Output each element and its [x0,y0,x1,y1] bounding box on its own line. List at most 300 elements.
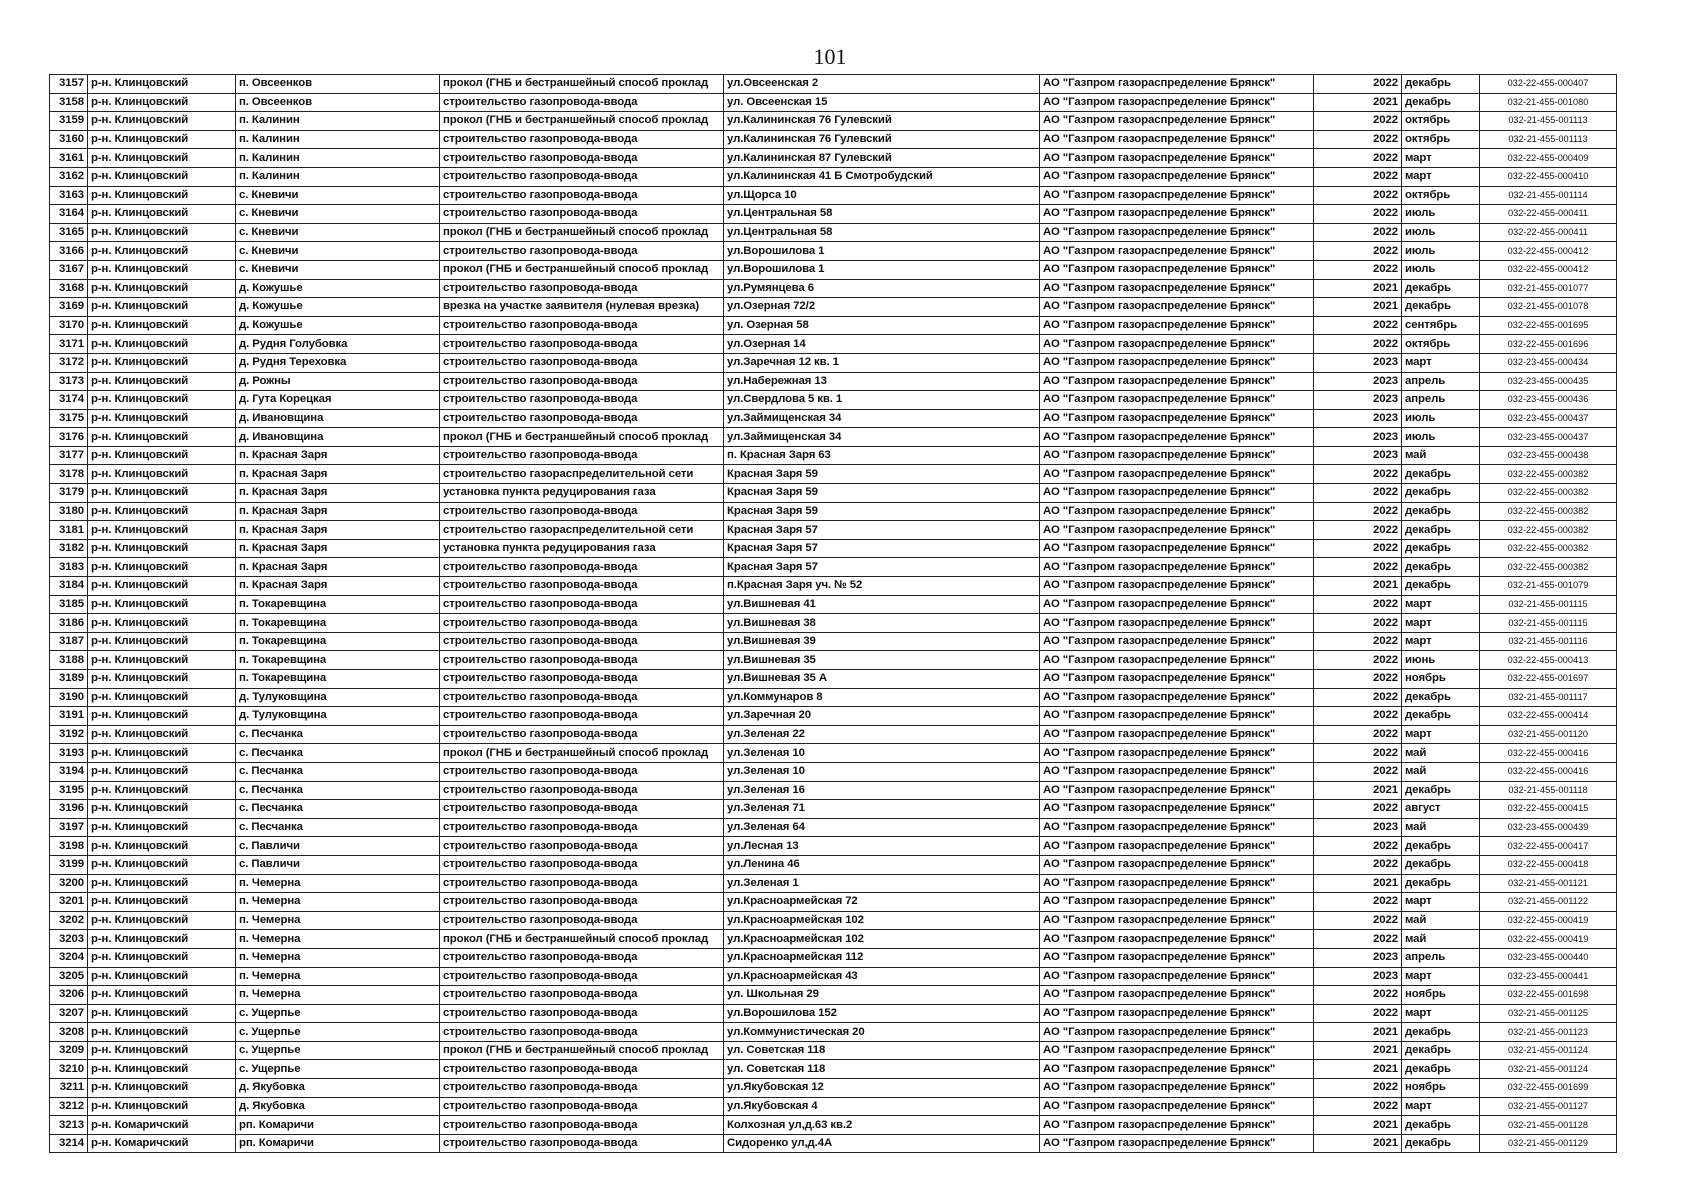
district-cell: р-н. Клинцовский [88,577,236,596]
row-number: 3199 [50,855,88,874]
year-cell: 2022 [1314,242,1402,261]
work-type-cell: строительство газопровода-ввода [440,670,724,689]
registry-code-cell: 032-21-455-001127 [1480,1097,1617,1116]
address-cell: ул.Зеленая 22 [724,725,1040,744]
address-cell: ул.Набережная 13 [724,372,1040,391]
work-type-cell: строительство газопровода-ввода [440,893,724,912]
address-cell: ул.Калининская 76 Гулевский [724,130,1040,149]
registry-code-cell: 032-23-455-000436 [1480,391,1617,410]
work-type-cell: строительство газопровода-ввода [440,688,724,707]
row-number: 3212 [50,1097,88,1116]
month-cell: апрель [1402,372,1480,391]
registry-code-cell: 032-21-455-001122 [1480,893,1617,912]
organization-cell: АО "Газпром газораспределение Брянск" [1040,1041,1314,1060]
work-type-cell: строительство газопровода-ввода [440,186,724,205]
district-cell: р-н. Клинцовский [88,260,236,279]
month-cell: декабрь [1402,855,1480,874]
table-row [50,167,1617,186]
organization-cell: АО "Газпром газораспределение Брянск" [1040,1116,1314,1135]
month-cell: май [1402,930,1480,949]
address-cell: ул.Центральная 58 [724,205,1040,224]
district-cell: р-н. Клинцовский [88,130,236,149]
organization-cell: АО "Газпром газораспределение Брянск" [1040,874,1314,893]
locality-cell: д. Ивановщина [236,409,440,428]
table-row [50,298,1617,317]
year-cell: 2022 [1314,186,1402,205]
address-cell: ул.Займищенская 34 [724,428,1040,447]
year-cell: 2021 [1314,1116,1402,1135]
month-cell: декабрь [1402,874,1480,893]
registry-code-cell: 032-22-455-000417 [1480,837,1617,856]
work-type-cell: прокол (ГНБ и бестраншейный способ проклад [440,744,724,763]
address-cell: ул.Румянцева 6 [724,279,1040,298]
row-number: 3181 [50,521,88,540]
year-cell: 2023 [1314,818,1402,837]
work-type-cell: строительство газопровода-ввода [440,986,724,1005]
month-cell: декабрь [1402,539,1480,558]
row-number: 3190 [50,688,88,707]
year-cell: 2022 [1314,986,1402,1005]
locality-cell: п. Чемерна [236,874,440,893]
year-cell: 2022 [1314,130,1402,149]
locality-cell: д. Тулуковщина [236,688,440,707]
year-cell: 2022 [1314,260,1402,279]
row-number: 3184 [50,577,88,596]
organization-cell: АО "Газпром газораспределение Брянск" [1040,632,1314,651]
work-type-cell: строительство газопровода-ввода [440,762,724,781]
registry-code-cell: 032-22-455-000419 [1480,911,1617,930]
row-number: 3197 [50,818,88,837]
district-cell: р-н. Клинцовский [88,279,236,298]
year-cell: 2022 [1314,223,1402,242]
district-cell: р-н. Клинцовский [88,874,236,893]
locality-cell: п. Токаревщина [236,670,440,689]
row-number: 3205 [50,967,88,986]
registry-code-cell: 032-21-455-001118 [1480,781,1617,800]
month-cell: март [1402,614,1480,633]
table-row [50,948,1617,967]
registry-code-cell: 032-22-455-001699 [1480,1079,1617,1098]
district-cell: р-н. Клинцовский [88,595,236,614]
locality-cell: п. Токаревщина [236,595,440,614]
organization-cell: АО "Газпром газораспределение Брянск" [1040,837,1314,856]
table-row [50,316,1617,335]
year-cell: 2022 [1314,800,1402,819]
month-cell: июль [1402,428,1480,447]
work-type-cell: прокол (ГНБ и бестраншейный способ проклад [440,75,724,94]
address-cell: ул. Школьная 29 [724,986,1040,1005]
address-cell: ул.Зеленая 10 [724,744,1040,763]
work-type-cell: установка пункта редуцирования газа [440,539,724,558]
locality-cell: д. Гута Корецкая [236,391,440,410]
address-cell: ул.Вишневая 39 [724,632,1040,651]
locality-cell: п. Калинин [236,149,440,168]
work-type-cell: установка пункта редуцирования газа [440,484,724,503]
month-cell: декабрь [1402,298,1480,317]
table-row [50,614,1617,633]
year-cell: 2021 [1314,298,1402,317]
registry-code-cell: 032-21-455-001080 [1480,93,1617,112]
row-number: 3173 [50,372,88,391]
work-type-cell: строительство газопровода-ввода [440,149,724,168]
month-cell: апрель [1402,391,1480,410]
table-row [50,521,1617,540]
organization-cell: АО "Газпром газораспределение Брянск" [1040,242,1314,261]
district-cell: р-н. Клинцовский [88,1060,236,1079]
registry-code-cell: 032-23-455-000437 [1480,409,1617,428]
locality-cell: с. Песчанка [236,818,440,837]
table-row [50,484,1617,503]
registry-code-cell: 032-21-455-001128 [1480,1116,1617,1135]
locality-cell: п. Чемерна [236,986,440,1005]
year-cell: 2021 [1314,577,1402,596]
year-cell: 2022 [1314,167,1402,186]
row-number: 3189 [50,670,88,689]
registry-code-cell: 032-22-455-000382 [1480,521,1617,540]
address-cell: ул.Заречная 20 [724,707,1040,726]
locality-cell: с. Песчанка [236,762,440,781]
address-cell: Красная Заря 59 [724,465,1040,484]
year-cell: 2022 [1314,725,1402,744]
month-cell: октябрь [1402,186,1480,205]
registry-code-cell: 032-22-455-001698 [1480,986,1617,1005]
work-type-cell: строительство газопровода-ввода [440,335,724,354]
month-cell: декабрь [1402,837,1480,856]
locality-cell: д. Рудня Тереховка [236,353,440,372]
table-row [50,93,1617,112]
district-cell: р-н. Клинцовский [88,186,236,205]
registry-code-cell: 032-21-455-001125 [1480,1004,1617,1023]
month-cell: декабрь [1402,521,1480,540]
organization-cell: АО "Газпром газораспределение Брянск" [1040,967,1314,986]
year-cell: 2022 [1314,316,1402,335]
month-cell: март [1402,632,1480,651]
organization-cell: АО "Газпром газораспределение Брянск" [1040,986,1314,1005]
registry-code-cell: 032-21-455-001123 [1480,1023,1617,1042]
organization-cell: АО "Газпром газораспределение Брянск" [1040,205,1314,224]
table-row [50,893,1617,912]
row-number: 3175 [50,409,88,428]
table-row [50,502,1617,521]
address-cell: ул.Красноармейская 102 [724,930,1040,949]
locality-cell: д. Кожушье [236,279,440,298]
address-cell: ул.Овсеенская 2 [724,75,1040,94]
address-cell: ул.Займищенская 34 [724,409,1040,428]
organization-cell: АО "Газпром газораспределение Брянск" [1040,707,1314,726]
table-row [50,539,1617,558]
address-cell: ул.Красноармейская 72 [724,893,1040,912]
locality-cell: с. Павличи [236,837,440,856]
table-row [50,781,1617,800]
district-cell: р-н. Клинцовский [88,651,236,670]
district-cell: р-н. Клинцовский [88,75,236,94]
table-row [50,558,1617,577]
district-cell: р-н. Клинцовский [88,502,236,521]
address-cell: ул.Ленина 46 [724,855,1040,874]
district-cell: р-н. Клинцовский [88,112,236,131]
locality-cell: д. Тулуковщина [236,707,440,726]
row-number: 3177 [50,446,88,465]
table-row [50,242,1617,261]
locality-cell: п. Токаревщина [236,651,440,670]
year-cell: 2022 [1314,484,1402,503]
table-row [50,1097,1617,1116]
organization-cell: АО "Газпром газораспределение Брянск" [1040,614,1314,633]
work-type-cell: строительство газопровода-ввода [440,353,724,372]
year-cell: 2023 [1314,353,1402,372]
row-number: 3193 [50,744,88,763]
locality-cell: рп. Комаричи [236,1116,440,1135]
table-row [50,428,1617,447]
year-cell: 2021 [1314,1134,1402,1153]
registry-code-cell: 032-22-455-000416 [1480,762,1617,781]
address-cell: ул.Калининская 87 Гулевский [724,149,1040,168]
organization-cell: АО "Газпром газораспределение Брянск" [1040,911,1314,930]
table-row [50,967,1617,986]
year-cell: 2021 [1314,93,1402,112]
row-number: 3165 [50,223,88,242]
district-cell: р-н. Клинцовский [88,893,236,912]
district-cell: р-н. Комаричский [88,1134,236,1153]
work-type-cell: прокол (ГНБ и бестраншейный способ проклад [440,1041,724,1060]
organization-cell: АО "Газпром газораспределение Брянск" [1040,558,1314,577]
table-row [50,205,1617,224]
table-row [50,372,1617,391]
organization-cell: АО "Газпром газораспределение Брянск" [1040,502,1314,521]
row-number: 3163 [50,186,88,205]
organization-cell: АО "Газпром газораспределение Брянск" [1040,521,1314,540]
locality-cell: с. Кневичи [236,223,440,242]
table-row [50,353,1617,372]
year-cell: 2021 [1314,1060,1402,1079]
page-number: 101 [813,44,847,69]
locality-cell: п. Чемерна [236,948,440,967]
district-cell: р-н. Клинцовский [88,930,236,949]
district-cell: р-н. Клинцовский [88,707,236,726]
row-number: 3202 [50,911,88,930]
month-cell: июль [1402,260,1480,279]
table-row [50,800,1617,819]
organization-cell: АО "Газпром газораспределение Брянск" [1040,186,1314,205]
row-number: 3176 [50,428,88,447]
year-cell: 2022 [1314,558,1402,577]
year-cell: 2022 [1314,893,1402,912]
district-cell: р-н. Клинцовский [88,521,236,540]
locality-cell: п. Калинин [236,130,440,149]
month-cell: март [1402,149,1480,168]
row-number: 3158 [50,93,88,112]
organization-cell: АО "Газпром газораспределение Брянск" [1040,372,1314,391]
work-type-cell: врезка на участке заявителя (нулевая врезка) [440,298,724,317]
month-cell: июль [1402,409,1480,428]
table-row [50,837,1617,856]
year-cell: 2022 [1314,595,1402,614]
table-row [50,762,1617,781]
table-row [50,1079,1617,1098]
address-cell: Красная Заря 57 [724,539,1040,558]
registry-code-cell: 032-22-455-000382 [1480,502,1617,521]
row-number: 3191 [50,707,88,726]
month-cell: декабрь [1402,502,1480,521]
month-cell: март [1402,967,1480,986]
district-cell: р-н. Клинцовский [88,688,236,707]
organization-cell: АО "Газпром газораспределение Брянск" [1040,539,1314,558]
year-cell: 2022 [1314,521,1402,540]
address-cell: ул. Советская 118 [724,1060,1040,1079]
month-cell: октябрь [1402,335,1480,354]
district-cell: р-н. Клинцовский [88,1041,236,1060]
table-row [50,446,1617,465]
table-row [50,725,1617,744]
locality-cell: с. Песчанка [236,800,440,819]
locality-cell: с. Ущерпье [236,1041,440,1060]
month-cell: август [1402,800,1480,819]
registry-code-cell: 032-21-455-001079 [1480,577,1617,596]
registry-code-cell: 032-21-455-001124 [1480,1041,1617,1060]
locality-cell: с. Ущерпье [236,1023,440,1042]
work-type-cell: строительство газораспределительной сети [440,521,724,540]
month-cell: декабрь [1402,1116,1480,1135]
table-row [50,577,1617,596]
registry-code-cell: 032-23-455-000434 [1480,353,1617,372]
year-cell: 2022 [1314,149,1402,168]
address-cell: ул. Овсеенская 15 [724,93,1040,112]
year-cell: 2022 [1314,837,1402,856]
table-row [50,818,1617,837]
organization-cell: АО "Газпром газораспределение Брянск" [1040,167,1314,186]
address-cell: ул.Ворошилова 1 [724,242,1040,261]
district-cell: р-н. Клинцовский [88,446,236,465]
row-number: 3209 [50,1041,88,1060]
year-cell: 2022 [1314,539,1402,558]
organization-cell: АО "Газпром газораспределение Брянск" [1040,762,1314,781]
registry-code-cell: 032-22-455-000412 [1480,242,1617,261]
locality-cell: п. Красная Заря [236,558,440,577]
district-cell: р-н. Клинцовский [88,855,236,874]
address-cell: ул.Зеленая 64 [724,818,1040,837]
district-cell: р-н. Клинцовский [88,781,236,800]
table-row [50,1041,1617,1060]
table-row [50,335,1617,354]
month-cell: декабрь [1402,688,1480,707]
row-number: 3167 [50,260,88,279]
month-cell: май [1402,744,1480,763]
year-cell: 2023 [1314,948,1402,967]
registry-code-cell: 032-22-455-001697 [1480,670,1617,689]
month-cell: декабрь [1402,707,1480,726]
work-type-cell: строительство газопровода-ввода [440,707,724,726]
registry-code-cell: 032-22-455-000382 [1480,465,1617,484]
year-cell: 2023 [1314,446,1402,465]
address-cell: ул.Ворошилова 152 [724,1004,1040,1023]
row-number: 3160 [50,130,88,149]
locality-cell: п. Красная Заря [236,577,440,596]
month-cell: ноябрь [1402,670,1480,689]
row-number: 3187 [50,632,88,651]
registry-code-cell: 032-21-455-001077 [1480,279,1617,298]
year-cell: 2022 [1314,688,1402,707]
organization-cell: АО "Газпром газораспределение Брянск" [1040,260,1314,279]
organization-cell: АО "Газпром газораспределение Брянск" [1040,316,1314,335]
year-cell: 2021 [1314,1023,1402,1042]
month-cell: декабрь [1402,484,1480,503]
address-cell: ул.Вишневая 35 А [724,670,1040,689]
locality-cell: п. Овсеенков [236,93,440,112]
district-cell: р-н. Клинцовский [88,372,236,391]
address-cell: ул.Лесная 13 [724,837,1040,856]
registry-code-cell: 032-23-455-000438 [1480,446,1617,465]
work-type-cell: строительство газопровода-ввода [440,725,724,744]
work-type-cell: прокол (ГНБ и бестраншейный способ проклад [440,223,724,242]
locality-cell: рп. Комаричи [236,1134,440,1153]
year-cell: 2021 [1314,1041,1402,1060]
year-cell: 2022 [1314,502,1402,521]
row-number: 3164 [50,205,88,224]
district-cell: р-н. Клинцовский [88,967,236,986]
row-number: 3206 [50,986,88,1005]
district-cell: р-н. Клинцовский [88,725,236,744]
year-cell: 2021 [1314,279,1402,298]
table-row [50,112,1617,131]
table-row [50,744,1617,763]
work-type-cell: строительство газопровода-ввода [440,558,724,577]
work-type-cell: прокол (ГНБ и бестраншейный способ проклад [440,112,724,131]
address-cell: ул. Озерная 58 [724,316,1040,335]
locality-cell: д. Кожушье [236,298,440,317]
district-cell: р-н. Клинцовский [88,316,236,335]
work-type-cell: строительство газопровода-ввода [440,967,724,986]
month-cell: март [1402,167,1480,186]
table-row [50,688,1617,707]
organization-cell: АО "Газпром газораспределение Брянск" [1040,484,1314,503]
row-number: 3162 [50,167,88,186]
month-cell: октябрь [1402,130,1480,149]
registry-code-cell: 032-21-455-001078 [1480,298,1617,317]
address-cell: ул.Красноармейская 102 [724,911,1040,930]
row-number: 3198 [50,837,88,856]
row-number: 3201 [50,893,88,912]
address-cell: ул.Озерная 14 [724,335,1040,354]
year-cell: 2021 [1314,781,1402,800]
row-number: 3194 [50,762,88,781]
month-cell: март [1402,725,1480,744]
work-type-cell: строительство газопровода-ввода [440,1079,724,1098]
organization-cell: АО "Газпром газораспределение Брянск" [1040,353,1314,372]
year-cell: 2022 [1314,632,1402,651]
month-cell: март [1402,893,1480,912]
district-cell: р-н. Комаричский [88,1116,236,1135]
row-number: 3174 [50,391,88,410]
organization-cell: АО "Газпром газораспределение Брянск" [1040,465,1314,484]
address-cell: ул.Зеленая 71 [724,800,1040,819]
address-cell: ул. Советская 118 [724,1041,1040,1060]
address-cell: ул.Зеленая 1 [724,874,1040,893]
work-type-cell: строительство газопровода-ввода [440,316,724,335]
locality-cell: д. Ивановщина [236,428,440,447]
registry-code-cell: 032-22-455-000409 [1480,149,1617,168]
locality-cell: д. Рудня Голубовка [236,335,440,354]
address-cell: ул.Красноармейская 112 [724,948,1040,967]
organization-cell: АО "Газпром газораспределение Брянск" [1040,391,1314,410]
organization-cell: АО "Газпром газораспределение Брянск" [1040,725,1314,744]
work-type-cell: строительство газопровода-ввода [440,577,724,596]
address-cell: ул.Щорса 10 [724,186,1040,205]
table-row [50,986,1617,1005]
table-row [50,260,1617,279]
year-cell: 2022 [1314,651,1402,670]
registry-code-cell: 032-22-455-000411 [1480,205,1617,224]
locality-cell: с. Кневичи [236,242,440,261]
